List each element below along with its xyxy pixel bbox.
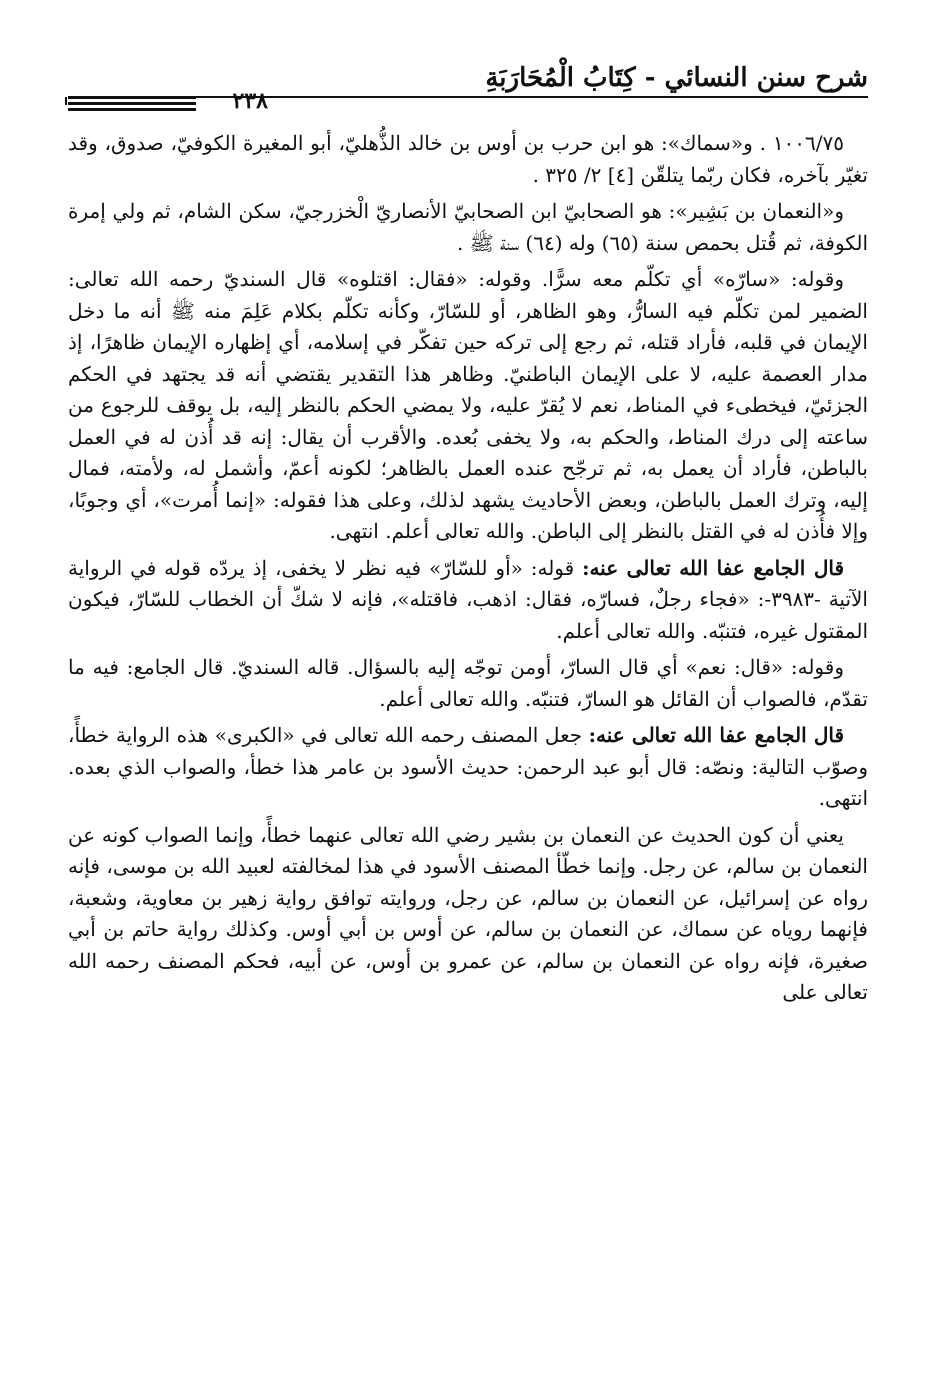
paragraph-lead: قال الجامع عفا الله تعالى عنه: — [582, 555, 845, 580]
paragraph-text: قوله: «أو للسّارّ» فيه نظر لا يخفى، إذ يردّه قوله في الرواية الآتية -٣٩٨٣-: «فجاء رجلٌ، فسارّه، فقال: اذهب، فاقتله»، فإنه لا شكّ أن الخطاب للسّارّ، فيكون المقتول غيره، فتنبّه. والله تعالى أعلم. — [68, 555, 868, 643]
paragraph-explanation — [68, 820, 868, 1009]
paragraph-lead: قال الجامع عفا الله تعالى عنه: — [588, 723, 844, 747]
page-number-block — [68, 88, 268, 114]
paragraph-text: يعني أن كون الحديث عن النعمان بن بشير رضي الله تعالى عنهما خطأً، وإنما الصواب كونه عن النعمان بن سالم، عن رجل. وإنما خطّأ المصنف الأسود في هذا لمخالفته لعبيد الله بن موسى، فإنه رواه عن إسرائيل، عن النعمان بن سالم، عن رجل، وروايته توافق رواية زهير بن معاوية، وشعبة، فإنهما روياه عن سماك، عن النعمان بن سالم، عن أوس بن أبي أوس. وكذلك رواية حاتم بن أبي صغيرة، فإنه رواه عن النعمان بن سالم، عن عمرو بن أوس، عن أبيه، فحكم المصنف رحمه الله تعالى على — [68, 822, 868, 1004]
page-content — [68, 128, 868, 1009]
paragraph-text: جعل المصنف رحمه الله تعالى في «الكبرى» هذه الرواية خطأً، وصوّب التالية: ونصّه: قال أبو عبد الرحمن: حديث الأسود بن عامر هذا خطأ، والصواب الذي بعده. انتهى. — [68, 723, 868, 810]
paragraph-narrator-numan — [68, 196, 868, 259]
page-number: ٢٣٨ — [232, 88, 268, 114]
margin-mark — [65, 97, 67, 105]
decorative-rules — [68, 96, 196, 114]
paragraph-text: ١٠٠٦/٧٥ . و«سماك»: هو ابن حرب بن أوس بن خالد الذُّهليّ، أبو المغيرة الكوفيّ، صدوق، وقد تغيّر بآخره، فكان ربّما يتلقّن [٤] ٢/ ٣٢٥ . — [68, 131, 868, 187]
paragraph-text: و«النعمان بن بَشِير»: هو الصحابيّ ابن الصحابيّ الأنصاريّ الْخزرجيّ، سكن الشام، ثم ولي إمرة الكوفة، ثم قُتل بحمص سنة (٦٥) وله (٦٤) سنة ﷺ . — [68, 199, 868, 255]
book-title: شرح سنن النسائي - كِتَابُ الْمُحَارَبَةِ — [485, 63, 868, 93]
paragraph-narrator-simak — [68, 128, 868, 191]
paragraph-qala-naam — [68, 652, 868, 715]
paragraph-text: وقوله: «قال: نعم» أي قال السارّ، أومن توجّه إليه بالسؤال. قاله السنديّ. قال الجامع: فيه ما تقدّم، فالصواب أن القائل هو السارّ، فتنبّه. والله تعالى أعلم. — [68, 655, 868, 711]
paragraph-text: وقوله: «سارّه» أي تكلّم معه سرًّا. وقوله: «فقال: اقتلوه» قال السنديّ رحمه الله تعالى: الضمير لمن تكلّم فيه السارُّ، وهو الظاهر، أو للسّارّ، وكأنه تكلّم بكلام عَلِمَ منه ﷺ أنه ما دخل الإيمان في قلبه، فأراد قتله، ثم رجع إلى تركه حين تفكّر في إسلامه، أي إظهاره الإيمان ظاهرًا، إذ مدار العصمة عليه، لا على الإيمان الباطنيّ. وظاهر هذا التقدير يقتضي أنه قد يجتهد في الحكم الجزئيّ، فيخطىء في المناط، نعم لا يُقرّ عليه، ولا يمضي الحكم بالنظر إليه، بل يوقف للرجوع من ساعته إلى درك المناط، والحكم به، ولا يخفى بُعده. والأقرب أن يقال: إنه قد أُذن له في العمل بالباطن، فأراد أن يعمل به، ثم ترجّح عنده العمل بالظاهر؛ لكونه أعمّ، وأشمل له، ولأمته، فمال إليه، وترك العمل بالباطن، وبعض الأحاديث يشهد لذلك، وعلى هذا فقوله: «إنما أُمرت»، أي وجوبًا، وإلا فأُذن له في القتل بالنظر إلى الباطن. والله تعالى أعلم. انتهى. — [68, 267, 868, 543]
paragraph-compiler-note-2 — [68, 720, 868, 815]
paragraph-sindi-commentary — [68, 264, 868, 548]
paragraph-compiler-note-1 — [68, 553, 868, 648]
